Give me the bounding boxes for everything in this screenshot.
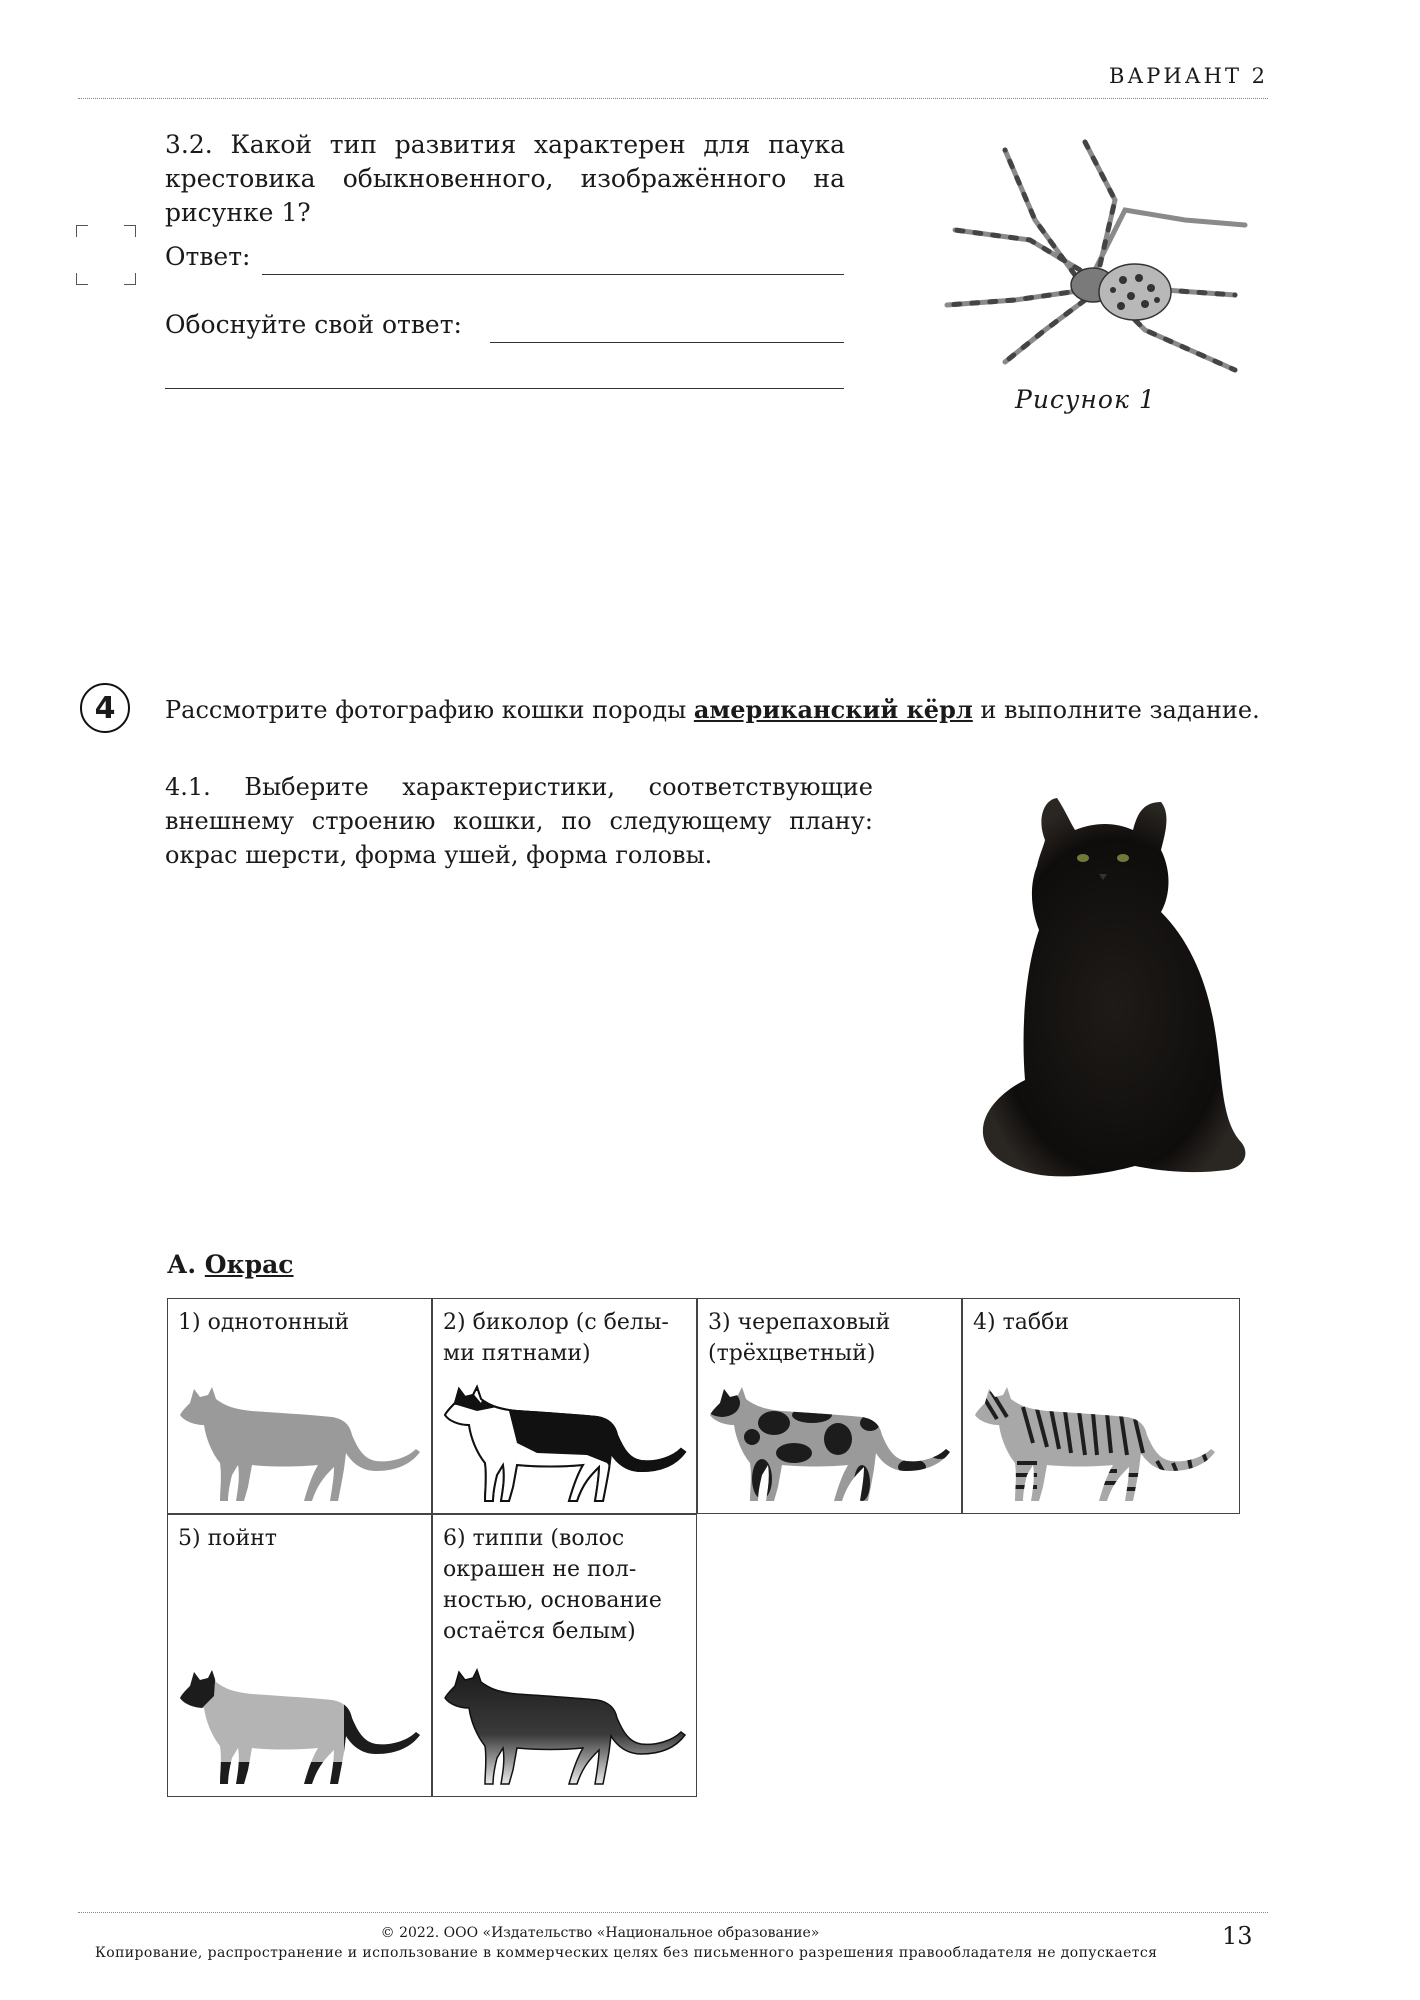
justify-label: Обоснуйте свой ответ:	[165, 310, 462, 339]
task-4-intro: Рассмотрите фотографию кошки породы американский кёрл и выполните задание.	[165, 695, 1260, 724]
variant-header: ВАРИАНТ 2	[1108, 64, 1268, 88]
coat-option-5[interactable]	[167, 1514, 432, 1797]
tabby-cat-icon	[967, 1383, 1223, 1507]
coat-option-2[interactable]	[432, 1298, 697, 1514]
page-number: 13	[1222, 1922, 1253, 1950]
coat-option-label: 1) однотонный	[178, 1310, 350, 1335]
question-3-2: 3.2. Какой тип развития характерен для паука крестовика обыкновенного, изображённого на рисунке 1?	[165, 130, 845, 227]
american-curl-cat-photo	[965, 790, 1255, 1190]
coat-option-label: 3) черепаховый (трёхцветный)	[708, 1310, 891, 1366]
coat-option-1[interactable]	[167, 1298, 432, 1514]
answer-label: Ответ:	[165, 242, 251, 271]
coat-option-label: 4) табби	[973, 1310, 1070, 1335]
coat-option-4[interactable]	[962, 1298, 1240, 1514]
solid-gray-cat-icon	[172, 1383, 428, 1507]
coat-option-label: 2) биколор (с белы-ми пятнами)	[443, 1310, 669, 1366]
footer-copyright: © 2022. ООО «Издательство «Национальное образование»	[380, 1925, 820, 1941]
tipped-cat-icon	[437, 1666, 693, 1790]
justify-field-line-2[interactable]	[165, 388, 844, 389]
footer-rule	[78, 1912, 1268, 1913]
task-number-badge: 4	[80, 683, 130, 733]
coat-option-3[interactable]	[697, 1298, 962, 1514]
coat-option-label: 5) пойнт	[178, 1526, 277, 1551]
tortoiseshell-cat-icon	[702, 1383, 958, 1507]
bicolor-cat-icon	[437, 1383, 693, 1507]
breed-name: американский кёрл	[693, 695, 973, 724]
score-box	[76, 225, 136, 285]
coat-option-label: 6) типпи (волос окрашен не пол-ностью, основание остаётся белым)	[443, 1526, 662, 1644]
answer-field[interactable]	[262, 274, 844, 275]
section-a-heading: А. Окрас	[167, 1250, 294, 1279]
figure-1-caption: Рисунок 1	[1015, 385, 1156, 414]
header-rule	[78, 98, 1268, 99]
coat-option-6[interactable]	[432, 1514, 697, 1797]
spider-figure	[935, 130, 1255, 380]
point-cat-icon	[172, 1666, 428, 1790]
justify-field-line-1[interactable]	[490, 342, 844, 343]
question-4-1: 4.1. Выберите характеристики, соответствующие внешнему строению кошки, по следующему плану: окрас шерсти, форма ушей, форма головы.	[165, 773, 873, 869]
footer-legal-notice: Копирование, распространение и использование в коммерческих целях без письменного разрешения правообладателя не допускается	[95, 1945, 1158, 1961]
